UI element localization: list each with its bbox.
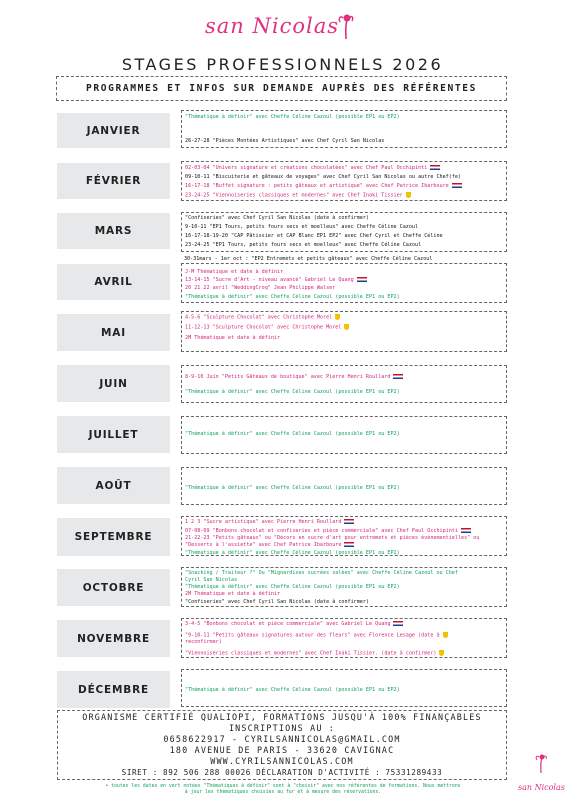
entry: 26-27-28 "Pièces Montées Artistiques" avec Chef Cyril San Nicolas: [185, 138, 385, 144]
flag-icon: [430, 165, 440, 170]
month-box-decembre: [181, 669, 507, 707]
footer-website: WWW.CYRILSANNICOLAS.COM: [210, 756, 354, 766]
month-box-octobre: [181, 567, 507, 607]
month-box-mai: [181, 311, 507, 352]
entry: "9-10-11 "Petits gâteaux signatures autour des fleurs" avec Florence Lesage (date à: [185, 632, 440, 639]
entry: "Thématique à définir" avec Cheffe Céline Cazoul (possible EP1 ou EP2): [185, 584, 400, 590]
entry: 23-24-25 "EP1 Tours, petits fours secs et moelleux" avec Cheffe Céline Cazoul: [185, 242, 422, 248]
flag-icon: [393, 374, 403, 379]
flag-icon: [393, 621, 403, 626]
entry: "Thématique à définir" avec Cheffe Céline Cazoul (possible EP1 ou EP2): [185, 485, 400, 491]
month-box-novembre: [181, 618, 507, 658]
logo: san Nicolas: [205, 14, 340, 38]
month-label-mars: MARS: [57, 213, 170, 249]
footer-contact: [57, 710, 507, 780]
entry: reconfirmer): [185, 639, 222, 645]
entry: 20 21 22 avril "WeddingCroq" Jean Philippe Walser: [185, 285, 336, 291]
footer-certification: ORGANISME CERTIFIÉ QUALIOPI, FORMATIONS JUSQU'À 100% FINANÇABLES: [82, 712, 482, 722]
entry: J-M Thématique et date à définir: [185, 269, 284, 275]
entry: 8-9-10 Juin "Petits Gâteaux de boutique" avec Pierre Henri Roullard: [185, 374, 391, 380]
entry: 16-17-18-19-20 "CAP Pâtissier et CAP Blanc EP1 EP2" avec Chef Cyril et Cheffe Céline: [185, 233, 443, 239]
entry: "Confiseries" avec Chef Cyril San Nicolas (date à confirmer): [185, 599, 370, 605]
footer-phone-email: 0658622917 - CYRILSANNICOLAS@GMAIL.COM: [163, 734, 401, 744]
entry: 2M Thématique et date à définir: [185, 335, 281, 341]
logo-flower-icon-small: [534, 752, 548, 774]
month-label-avril: AVRIL: [57, 264, 170, 300]
entry: 2M Thématique et date à définir: [185, 591, 281, 597]
entry: "Snacking / Traiteur ?" Ou "Mignardises sucrées salées" avec Cheffe Céline Cazoul ou Chef: [185, 570, 458, 576]
month-label-juillet: JUILLET: [57, 416, 170, 453]
month-box-septembre: [181, 516, 507, 556]
entry: "Viennoiseries classiques et modernes" avec Chef Inaki Tissier. (date à confirmer): [185, 650, 437, 657]
entry: 21-22-23 "Petits gâteaux" ou "Décors en sucre d'art pour entremets et pièces événementielles" ou: [185, 535, 480, 541]
entry: "Thématique à définir" avec Cheffe Céline Cazoul (possible EP1 ou EP2): [185, 550, 400, 556]
month-label-novembre: NOVEMBRE: [57, 620, 170, 657]
entry: "Thématique à définir" avec Cheffe Céline Cazoul (possible EP1 ou EP2): [185, 114, 400, 120]
entry: 3-4-5 "Bonbons chocolat et pièce commerciale" avec Gabriel Le Quang: [185, 621, 391, 627]
month-box-fevrier: [181, 161, 507, 201]
entry: 09-10-11 "Biscuiterie et gâteaux de voyages" avec Chef Cyril San Nicolas ou autre Chef(fe): [185, 174, 462, 180]
month-label-janvier: JANVIER: [57, 113, 170, 148]
month-box-avril: [181, 263, 507, 303]
page-title: STAGES PROFESSIONNELS 2026: [121, 55, 444, 74]
entry: 02-03-04 "Univers signature et créations chocolatées" avec Chef Paul Occhipinti: [185, 165, 428, 171]
entry: 13-14-15 "Sucre d'Art - niveau avancé" Gabriel Le Quang: [185, 277, 354, 283]
entry: "Confiseries" avec Chef Cyril San Nicolas (date à confirmer): [185, 215, 370, 221]
month-label-juin: JUIN: [57, 365, 170, 402]
entry: "Thématique à définir" avec Cheffe Céline Cazoul (possible EP1 ou EP2): [185, 294, 400, 300]
flag-icon: [357, 277, 367, 282]
flag-icon: [344, 542, 354, 547]
month-label-decembre: DÉCEMBRE: [57, 671, 170, 708]
month-box-juillet: [181, 416, 507, 454]
trophy-icon: [439, 650, 444, 656]
trophy-icon: [344, 324, 349, 330]
entry: 4-5-6 "Sculpture Chocolat" avec Christophe Morel: [185, 314, 333, 321]
logo-flower-icon: [336, 12, 356, 40]
flag-icon: [452, 183, 462, 188]
entry: Cyril San Nicolas: [185, 577, 238, 583]
footnote: • toutes les dates en vert notées "Thématiques à définir" sont à "choisir" avec nos référentes de formations. Nous mettrons à jour les thématiques choisies au fur et à mesure des réservations.: [105, 784, 461, 795]
month-label-fevrier: FÉVRIER: [57, 163, 170, 199]
entry: 16-17-18 "Buffet signature : petits gâteaux et artistique" avec Chef Patrice Ibarboure: [185, 183, 449, 189]
month-label-octobre: OCTOBRE: [57, 569, 170, 606]
logo-small: san Nicolas: [518, 783, 565, 792]
entry: 11-12-13 "Sculpture Chocolat" avec Christophe Morel: [185, 324, 342, 331]
entry: "Thématique à définir" avec Cheffe Céline Cazoul (possible EP1 ou EP2): [185, 687, 400, 693]
entry: 23-24-25 "Viennoiseries classiques et modernes" avec Chef Inaki Tissier: [185, 192, 403, 199]
month-label-mai: MAI: [57, 314, 170, 351]
entry: 9-10-11 "EP1 Tours, petits fours secs et moelleux" avec Cheffe Céline Cazoul: [185, 224, 419, 230]
month-label-septembre: SEPTEMBRE: [57, 518, 170, 556]
trophy-icon: [443, 632, 448, 638]
trophy-icon: [406, 192, 411, 198]
entry: "Thématique à définir" avec Cheffe Céline Cazoul (possible EP1 ou EP2): [185, 431, 400, 437]
entry: 30-31mars - 1er oct : "EP2 Entremets et petits gâteaux" avec Cheffe Céline Cazoul: [184, 256, 433, 262]
month-box-juin: [181, 365, 507, 403]
trophy-icon: [335, 314, 340, 320]
entry: 07-08-09 "Bonbons chocolat et confiseries et pièce commerciale" avec Chef Paul Occhipinti: [185, 528, 458, 534]
entry: "Thématique à définir" avec Cheffe Céline Cazoul (possible EP1 ou EP2): [185, 389, 400, 395]
month-box-mars: [181, 212, 507, 252]
month-box-janvier: [181, 110, 507, 148]
month-label-aout: AOÛT: [57, 467, 170, 504]
footer-inscriptions: INSCRIPTIONS AU :: [228, 723, 336, 733]
month-box-aout: [181, 467, 507, 505]
entry: "Desserts à l'assiette" avec Chef Patrice Ibarboure: [185, 542, 342, 548]
footer-siret: SIRET : 892 506 288 00026 DÉCLARATION D'ACTIVITÉ : 75331289433: [121, 768, 443, 777]
footer-address: 180 AVENUE DE PARIS - 33620 CAVIGNAC: [169, 745, 395, 755]
flag-icon: [461, 528, 471, 533]
entry: 1 2 3 "Sucre artistique" avec Pierre Henri Roullard: [185, 519, 342, 525]
flag-icon: [344, 519, 354, 524]
page-subtitle: PROGRAMMES ET INFOS SUR DEMANDE AUPRÈS DES RÉFÉRENTES: [56, 76, 507, 101]
